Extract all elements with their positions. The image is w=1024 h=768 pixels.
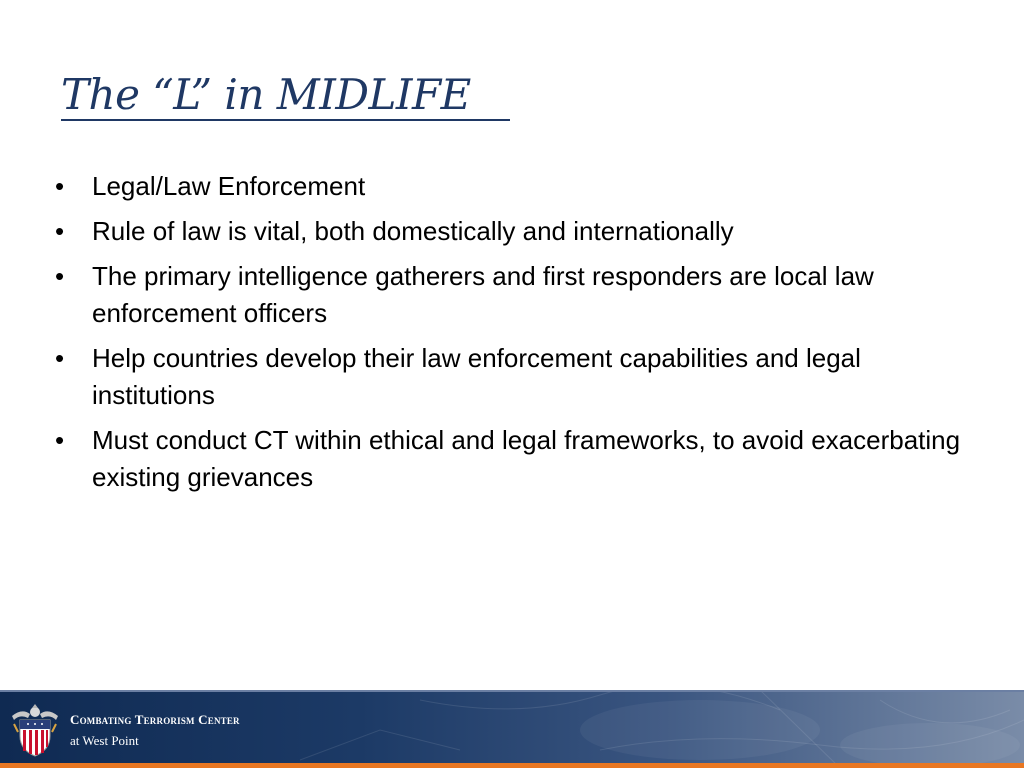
bullet-text: Rule of law is vital, both domestically and internationally bbox=[92, 216, 734, 246]
bullet-text: Must conduct CT within ethical and legal frameworks, to avoid exacerbating existing grievances bbox=[92, 425, 961, 492]
slide-title: The “L” in MIDLIFE bbox=[61, 70, 471, 119]
org-name: Combating Terrorism Center bbox=[70, 712, 240, 727]
bullet-item bbox=[55, 422, 975, 496]
bullet-marker: • bbox=[55, 171, 65, 201]
title-underline bbox=[61, 119, 510, 121]
bullet-item bbox=[55, 213, 975, 250]
bullet-text: Help countries develop their law enforcement capabilities and legal institutions bbox=[92, 343, 861, 410]
footer-accent-stripe bbox=[0, 763, 1024, 768]
bullet-marker: • bbox=[55, 216, 65, 246]
bullet-marker: • bbox=[55, 261, 65, 291]
bullet-text: The primary intelligence gatherers and first responders are local law enforcement officers bbox=[92, 261, 874, 328]
bullet-item bbox=[55, 258, 975, 332]
bullet-marker: • bbox=[55, 425, 65, 455]
map-texture-decoration bbox=[0, 690, 1024, 768]
bullet-list bbox=[55, 168, 975, 504]
bullet-marker: • bbox=[55, 343, 65, 373]
bullet-item bbox=[55, 340, 975, 414]
west-point-seal-icon bbox=[8, 702, 62, 758]
org-subtitle: at West Point bbox=[70, 733, 139, 748]
bullet-item bbox=[55, 168, 975, 205]
bullet-text: Legal/Law Enforcement bbox=[92, 171, 366, 201]
footer-top-rule bbox=[0, 690, 1024, 692]
footer-band bbox=[0, 690, 1024, 768]
